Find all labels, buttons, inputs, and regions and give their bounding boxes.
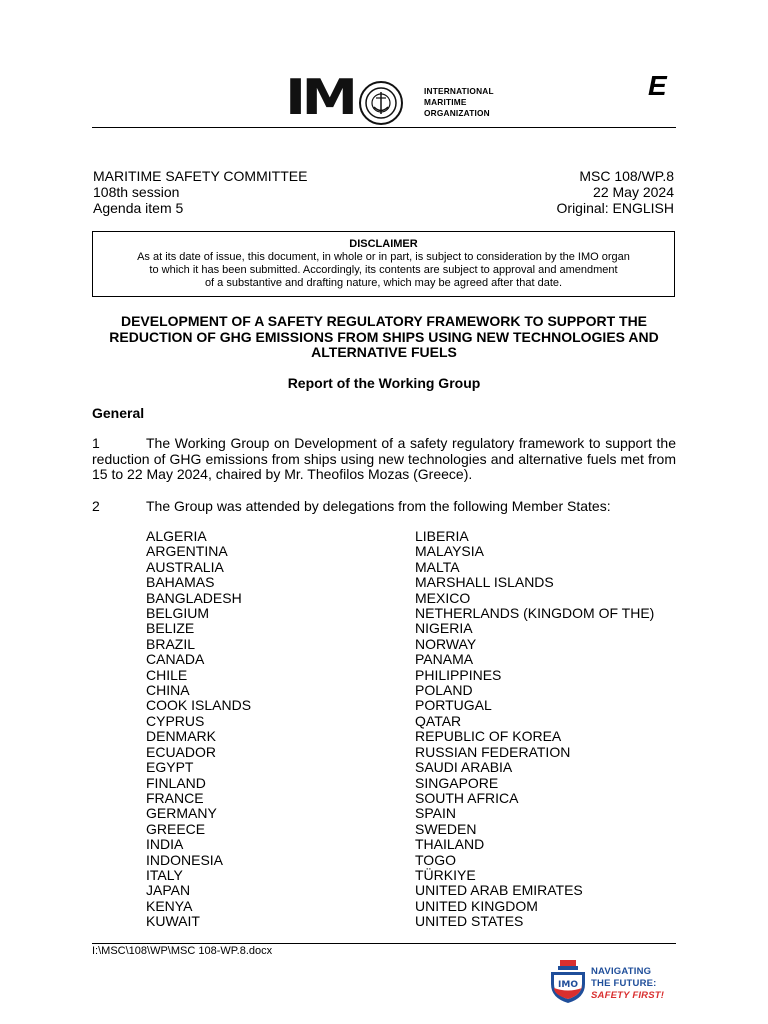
paragraph-text: The Group was attended by delegations from the following Member States: [146, 498, 611, 514]
member-state: FRANCE [146, 789, 204, 806]
safety-first-badge [548, 958, 668, 1008]
member-states-column-2 [415, 529, 654, 930]
member-state: PORTUGAL [415, 697, 492, 714]
committee-info [93, 168, 307, 216]
member-state: BANGLADESH [146, 589, 242, 606]
member-state: TÜRKIYE [415, 866, 476, 883]
document-info [557, 168, 674, 216]
file-path: I:\MSC\108\WP\MSC 108-WP.8.docx [92, 945, 273, 957]
member-state: ALGERIA [146, 528, 207, 544]
member-state: RUSSIAN FEDERATION [415, 743, 571, 760]
member-state: SAUDI ARABIA [415, 759, 513, 776]
disclaimer-line: As at its date of issue, this document, in whole or in part, is subject to consideration by the IMO organ [137, 251, 630, 263]
paragraph-1 [92, 436, 676, 483]
member-state: DENMARK [146, 728, 217, 745]
member-state: CYPRUS [146, 712, 205, 729]
disclaimer-box [92, 231, 675, 297]
member-state: BELIZE [146, 620, 195, 637]
member-state: NORWAY [415, 635, 477, 652]
member-state: CHINA [146, 682, 190, 699]
paragraph-number: 2 [92, 498, 100, 514]
member-state: JAPAN [146, 882, 191, 899]
member-state: CHILE [146, 666, 188, 683]
member-state: MEXICO [415, 589, 471, 606]
committee-name: MARITIME SAFETY COMMITTEE [93, 168, 308, 184]
member-state: GERMANY [146, 805, 217, 822]
member-state: TOGO [415, 851, 456, 868]
paragraph-text: The Working Group on Development of a safety regulatory framework to support the reduction of GHG emissions from ships using new technologies and alternative fuels met from 15 to 22 May 2024, chaired by Mr. Theofilos Mozas (Greece). [92, 435, 676, 482]
member-state: NETHERLANDS (KINGDOM OF THE) [415, 605, 655, 622]
member-state: MALTA [415, 558, 460, 575]
member-state: ECUADOR [146, 743, 217, 760]
member-states-column-1 [146, 529, 251, 930]
member-state: BRAZIL [146, 635, 196, 652]
member-state: POLAND [415, 682, 473, 699]
member-state: THAILAND [415, 836, 485, 853]
imo-logo [283, 69, 519, 126]
badge-logo-text: IMO [558, 980, 578, 990]
member-state: MALAYSIA [415, 543, 484, 560]
footer-rule [92, 943, 676, 944]
imo-emblem-icon [359, 81, 403, 125]
disclaimer-line: of a substantive and drafting nature, which may be agreed after that date. [204, 277, 563, 289]
member-state: GREECE [146, 820, 206, 837]
member-state: AUSTRALIA [146, 558, 224, 575]
member-state: KENYA [146, 897, 193, 914]
disclaimer-line: to which it has been submitted. Accordingly, its contents are subject to approval and amendment [149, 264, 618, 276]
member-state: BELGIUM [146, 605, 210, 622]
member-state: MARSHALL ISLANDS [415, 574, 554, 591]
member-state: PHILIPPINES [415, 666, 502, 683]
member-state: SPAIN [415, 805, 456, 822]
header-rule [92, 127, 676, 128]
member-state: SOUTH AFRICA [415, 789, 519, 806]
document-subtitle: Report of the Working Group [287, 375, 481, 391]
session: 108th session [93, 184, 180, 200]
agenda-item: Agenda item 5 [93, 200, 184, 216]
paragraph-number: 1 [92, 435, 100, 451]
member-state: INDONESIA [146, 851, 224, 868]
logo-wordmark: IM [285, 69, 354, 126]
disclaimer-title: DISCLAIMER [349, 238, 418, 250]
member-state: REPUBLIC OF KOREA [415, 728, 562, 745]
member-state: CANADA [146, 651, 205, 668]
member-state: UNITED STATES [415, 913, 524, 930]
member-state: SINGAPORE [415, 774, 499, 791]
document-symbol: MSC 108/WP.8 [579, 168, 674, 184]
member-state: KUWAIT [146, 913, 200, 930]
member-state: FINLAND [146, 774, 206, 791]
imo-shield-icon [548, 960, 588, 1004]
organization-name: INTERNATIONAL MARITIME ORGANIZATION [424, 86, 494, 118]
member-state: EGYPT [146, 759, 194, 776]
member-state: UNITED ARAB EMIRATES [415, 882, 583, 899]
document-date: 22 May 2024 [593, 184, 674, 200]
paragraph-2 [92, 498, 611, 514]
badge-slogan: NAVIGATING THE FUTURE: SAFETY FIRST! [591, 966, 665, 1001]
member-state: ITALY [146, 866, 183, 883]
member-state: QATAR [415, 712, 462, 729]
member-state: ARGENTINA [146, 543, 228, 560]
member-state: INDIA [146, 836, 184, 853]
member-state: SWEDEN [415, 820, 477, 837]
language-code: E [648, 70, 667, 101]
section-heading: General [92, 405, 145, 421]
original-language: Original: ENGLISH [556, 200, 674, 216]
document-title: DEVELOPMENT OF A SAFETY REGULATORY FRAMEWORK TO SUPPORT THE REDUCTION OF GHG EMISSIONS FROM SHIPS USING NEW TECHNOLOGIES AND ALTERNATIVE FUELS [109, 313, 659, 360]
member-state: BAHAMAS [146, 574, 215, 591]
member-state: PANAMA [415, 651, 474, 668]
member-state: COOK ISLANDS [146, 697, 252, 714]
member-state: NIGERIA [415, 620, 473, 637]
member-state: UNITED KINGDOM [415, 897, 538, 914]
member-state: LIBERIA [415, 528, 469, 544]
